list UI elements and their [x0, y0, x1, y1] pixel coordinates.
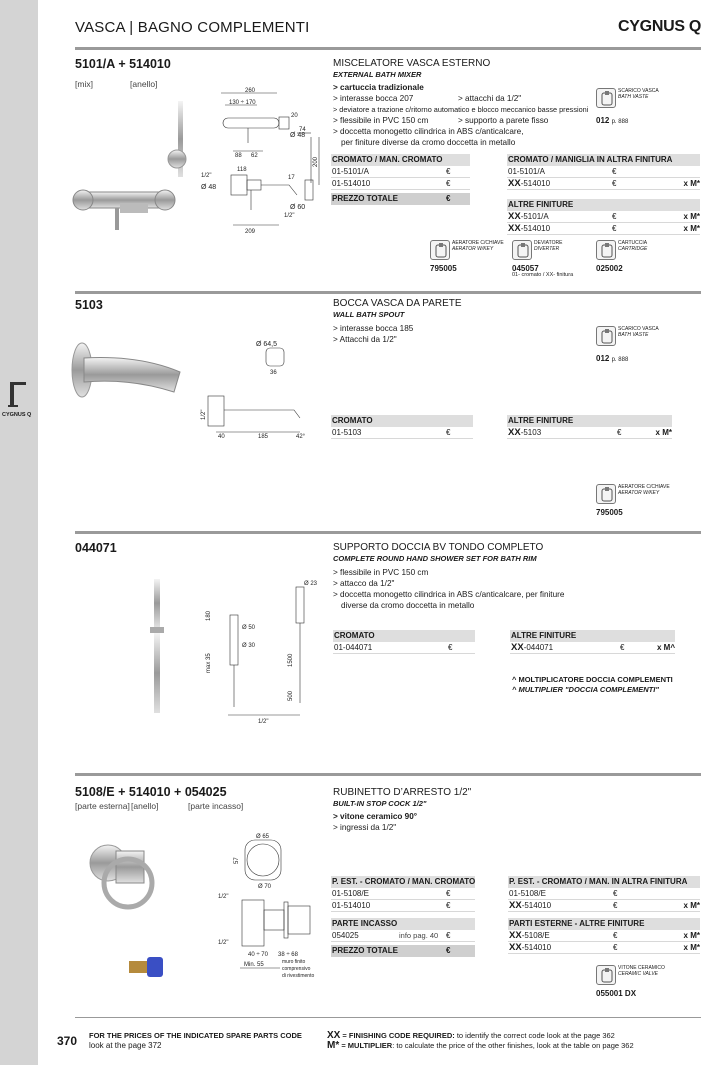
sublabel: [anello]	[130, 79, 158, 89]
dim-label: 88	[235, 153, 242, 159]
note-en: ^ MULTIPLIER "DOCCIA COMPLEMENTI"	[512, 685, 659, 694]
part-code: 055001 DX	[596, 989, 637, 998]
euro-price-cell: €	[446, 179, 451, 188]
table-row	[331, 930, 475, 942]
technical-drawing	[210, 830, 325, 980]
product-photo-bath-spout	[70, 340, 205, 410]
part-label: SCARICO VASCA	[618, 326, 659, 332]
part-label-en: CARTRIDGE	[618, 246, 648, 252]
feature: diverse da cromo doccetta in metallo	[341, 601, 475, 610]
euro-price-cell: €	[613, 901, 618, 910]
euro-price-cell: €	[613, 889, 618, 898]
product-title-en: WALL BATH SPOUT	[333, 310, 405, 319]
price-table	[331, 876, 475, 912]
part-code	[596, 116, 659, 125]
article-code: 01-5101/A	[508, 167, 545, 176]
feature-list	[333, 811, 417, 833]
feature: > flessibile in PVC 150 cm	[333, 116, 429, 125]
dim-label: 20	[291, 113, 298, 119]
finish-code-prefix: XX	[509, 930, 522, 941]
feature-list	[333, 323, 413, 345]
article-code: -514010	[521, 943, 552, 952]
product-title: BOCCA VASCA DA PARETE	[333, 298, 462, 309]
table-row	[507, 166, 700, 178]
dim-label: Ø 48	[290, 132, 306, 139]
dim-label: 42°	[296, 434, 306, 440]
legend-text: to identify the correct code look at the page 362	[454, 1031, 615, 1040]
dim-label: 1/2"	[218, 940, 229, 946]
part-page-ref: p. 888	[611, 119, 629, 125]
dim-label: 1/2"	[284, 213, 295, 219]
part-label-en: AERATOR W/KEY	[618, 490, 660, 496]
product-photo-built-in-part	[125, 955, 175, 980]
finish-code-prefix: XX	[508, 211, 521, 222]
article-code: -5101/A	[520, 212, 549, 221]
footer-text: FOR THE PRICES OF THE INDICATED SPARE PARTS CODE	[89, 1031, 302, 1040]
divider	[75, 291, 701, 294]
dim-label: muro finito	[282, 959, 306, 965]
article-code: 01-5101/A	[332, 167, 369, 176]
divider	[75, 531, 701, 534]
product-code-cell	[509, 888, 546, 900]
part-label-en: CERAMIC VALVE	[618, 971, 659, 977]
product-code-cell	[508, 211, 549, 223]
technical-drawing	[200, 575, 325, 725]
finish-code-prefix: XX	[511, 642, 524, 653]
price-table	[507, 154, 700, 190]
feature: > attacco da 1/2"	[333, 579, 395, 588]
dim-label: di rivestimento	[282, 973, 315, 979]
euro-price-cell: €	[612, 179, 617, 188]
table-header: CROMATO	[333, 630, 475, 642]
product-code: 5108/E + 514010 + 054025	[75, 785, 227, 799]
product-code-cell	[508, 223, 550, 235]
product-code-cell	[332, 427, 361, 439]
part-label-en: BATH VASTE	[618, 94, 649, 100]
table-row	[331, 178, 470, 190]
table-row	[510, 642, 675, 654]
product-code-cell	[511, 642, 553, 654]
multiplier-cell: x M*	[683, 179, 700, 188]
dim-label: 17	[288, 175, 295, 181]
euro-price-cell: €	[613, 943, 618, 952]
dim-label: 40 ÷ 70	[248, 952, 268, 958]
multiplier-cell: x M*	[655, 428, 672, 437]
product-code-cell	[332, 888, 369, 900]
euro-price-cell: €	[613, 931, 618, 940]
euro-price-cell: €	[448, 643, 453, 652]
product-title: RUBINETTO D’ARRESTO 1/2"	[333, 787, 472, 798]
divider	[75, 1017, 701, 1018]
table-header: CROMATO / MANIGLIA IN ALTRA FINITURA	[507, 154, 700, 166]
product-code-cell	[332, 166, 369, 178]
dim-label: 74	[299, 127, 306, 133]
table-row	[507, 211, 700, 223]
article-code: 01-044071	[334, 643, 373, 652]
sidebar-series-label: CYGNUS Q	[2, 412, 32, 418]
product-code-cell	[508, 427, 541, 439]
price-table	[510, 630, 675, 654]
part-label: SCARICO VASCA	[618, 88, 659, 94]
part-code: 795005	[430, 264, 457, 273]
dim-label: Ø 64,5	[256, 341, 278, 348]
euro-price-cell: €	[446, 901, 451, 910]
dim-label: 36	[270, 370, 277, 376]
faucet-icon	[6, 378, 32, 408]
table-header: CROMATO	[331, 415, 473, 427]
dim-label: 62	[251, 153, 258, 159]
note-it: ^ MOLTIPLICATORE DOCCIA COMPLEMENTI	[512, 675, 673, 684]
dim-label: Ø 60	[290, 204, 306, 211]
dim-label: 209	[245, 229, 256, 235]
feature: > flessibile in PVC 150 cm	[333, 568, 429, 577]
legend-text: : to calculate the price of the other finishes, look at the table on page 362	[392, 1041, 634, 1050]
euro-price-cell: €	[612, 224, 617, 233]
dim-label: 1/2"	[201, 409, 207, 420]
product-title: SUPPORTO DOCCIA BV TONDO COMPLETO	[333, 542, 544, 553]
feature: > Attacchi da 1/2"	[333, 335, 397, 344]
price-table	[508, 918, 700, 954]
product-code-cell	[508, 178, 550, 190]
product-title-en: BUILT-IN STOP COCK 1/2"	[333, 799, 427, 808]
spare-part	[430, 240, 504, 272]
table-header: P. EST. - CROMATO / MAN. CROMATO	[332, 877, 476, 886]
product-title-en: EXTERNAL BATH MIXER	[333, 70, 422, 79]
finish-code-prefix: XX	[508, 223, 521, 234]
dim-label: 180	[206, 610, 212, 621]
dim-label: Ø 50	[242, 625, 256, 631]
multiplier-cell: x M*	[683, 212, 700, 221]
spare-part-icon	[596, 484, 616, 504]
article-code: 054025	[332, 931, 359, 940]
table-row	[331, 888, 475, 900]
page-number: 370	[57, 1034, 78, 1048]
spare-part-bath-waste	[596, 88, 659, 125]
total-euro: €	[446, 194, 451, 203]
technical-drawing	[200, 338, 320, 440]
spare-part-icon	[512, 240, 532, 260]
table-row	[333, 642, 475, 654]
product-photo-stop-cock	[80, 835, 180, 955]
sublabel: [parte esterna]	[75, 801, 130, 811]
euro-price-cell: €	[446, 931, 451, 940]
table-header: ALTRE FINITURE	[507, 199, 700, 211]
article-code: -514010	[520, 224, 551, 233]
article-code: 01-514010	[332, 179, 371, 188]
feature: > interasse bocca 185	[333, 324, 414, 333]
multiplier-cell: x M*	[683, 224, 700, 233]
article-code: -044071	[523, 643, 554, 652]
info-page-ref: info pag. 40	[399, 931, 439, 940]
feature: > doccetta monogetto cilindrica in ABS c/anticalcare,	[333, 127, 524, 136]
dim-label: 38 ÷ 68	[278, 952, 298, 958]
spare-part-bath-waste	[596, 326, 659, 363]
dim-label: Min. 55	[244, 962, 264, 968]
table-row	[331, 427, 473, 439]
euro-price-cell: €	[446, 889, 451, 898]
part-label: VITONE CERAMICO	[618, 965, 665, 971]
table-row	[507, 178, 700, 190]
dim-label: 260	[245, 88, 256, 94]
footer-text: look at the page 372	[89, 1041, 162, 1050]
multiplier-cell: x M^	[656, 643, 675, 652]
dim-label: 118	[237, 167, 247, 173]
table-row	[508, 900, 700, 912]
euro-price-cell: €	[446, 428, 451, 437]
article-code: 01-5108/E	[332, 889, 369, 898]
spare-part	[512, 240, 573, 278]
price-table	[331, 154, 470, 205]
total-price-row	[331, 193, 470, 205]
feature: > cartuccia tradizionale	[333, 83, 424, 92]
product-code-cell	[332, 930, 359, 942]
multiplier-cell: x M*	[683, 901, 700, 910]
finish-code-prefix: XX	[509, 942, 522, 953]
dim-label: 185	[258, 434, 269, 440]
dim-label: Ø 70	[258, 884, 272, 890]
table-header: P. EST. - CROMATO / MAN. IN ALTRA FINITURA	[508, 876, 700, 888]
dim-label: comprensivo	[282, 966, 311, 972]
euro-price-cell: €	[446, 167, 451, 176]
dim-label: Ø 23	[304, 581, 318, 587]
product-code: 5101/A + 514010	[75, 57, 171, 71]
feature: > attacchi da 1/2"	[458, 94, 522, 103]
part-label: AERATORE C/CHIAVE	[618, 484, 670, 490]
euro-price-cell: €	[617, 428, 622, 437]
feature: > doccetta monogetto cilindrica in ABS c/anticalcare, per finiture	[333, 590, 565, 599]
price-table	[331, 918, 475, 957]
part-note: 01- cromato / XX- finitura	[512, 272, 574, 278]
product-title: MISCELATORE VASCA ESTERNO	[333, 58, 491, 69]
divider	[75, 773, 701, 776]
total-price-row	[331, 945, 475, 957]
spare-part	[596, 965, 665, 997]
article-code: -514010	[521, 901, 552, 910]
legend-title: = MULTIPLIER	[339, 1041, 393, 1050]
divider	[75, 47, 701, 50]
bath-waste-icon	[596, 326, 616, 346]
article-code: 01-514010	[332, 901, 371, 910]
dim-label: 1/2"	[201, 173, 212, 179]
euro-price-cell: €	[612, 212, 617, 221]
table-row	[331, 900, 475, 912]
sublabel: [anello]	[131, 801, 159, 811]
part-code	[596, 354, 659, 363]
spare-part-icon	[596, 240, 616, 260]
dim-label: 1/2"	[258, 719, 269, 725]
product-code-cell	[509, 900, 551, 912]
table-row	[331, 166, 470, 178]
finish-code-prefix: XX	[509, 900, 522, 911]
feature-list	[333, 567, 564, 611]
total-label: PREZZO TOTALE	[332, 194, 398, 203]
price-table	[507, 415, 672, 439]
multiplier-note	[512, 675, 673, 695]
feature: > interasse bocca 207	[333, 94, 414, 103]
feature: > vitone ceramico 90°	[333, 812, 418, 821]
table-row	[507, 427, 672, 439]
part-page-ref: p. 888	[611, 357, 629, 363]
spare-part	[596, 240, 647, 272]
feature-list	[333, 82, 588, 148]
legend-title: = FINISHING CODE REQUIRED:	[340, 1031, 455, 1040]
footer-legend	[327, 1031, 634, 1051]
price-table	[333, 630, 475, 654]
part-code-number: 012	[596, 116, 610, 125]
dim-label: 40	[218, 434, 225, 440]
sublabel: [mix]	[75, 79, 93, 89]
euro-price-cell: €	[612, 167, 617, 176]
table-header: PARTE INCASSO	[331, 918, 475, 930]
spare-part-icon	[430, 240, 450, 260]
part-code-number: 012	[596, 354, 610, 363]
price-table	[331, 415, 473, 439]
feature: > supporto a parete fisso	[458, 116, 549, 125]
dim-label: Ø 48	[201, 184, 217, 191]
bath-waste-icon	[596, 88, 616, 108]
part-code: 025002	[596, 264, 623, 273]
table-header: CROMATO / MAN. CROMATO	[331, 154, 470, 166]
product-code-cell	[332, 900, 370, 912]
table-header: ALTRE FINITURE	[507, 415, 672, 427]
technical-drawing	[200, 85, 324, 235]
part-code: 795005	[596, 508, 623, 517]
article-code: -514010	[520, 179, 551, 188]
table-row	[507, 223, 700, 235]
product-photo-shower-set	[140, 575, 180, 725]
product-code-cell	[509, 930, 550, 942]
dim-label: 200	[313, 156, 319, 167]
product-code: 5103	[75, 298, 103, 312]
article-code: 01-5103	[332, 428, 362, 437]
article-code: -5108/E	[521, 931, 550, 940]
product-code-cell	[508, 166, 545, 178]
finish-code-prefix: XX	[508, 178, 521, 189]
spare-part	[596, 484, 670, 516]
dim-label: max 35	[206, 653, 212, 673]
sidebar	[0, 0, 38, 1065]
table-header: ALTRE FINITURE	[510, 630, 675, 642]
product-code-cell	[332, 178, 370, 190]
finish-code-prefix: XX	[508, 427, 521, 438]
feature: > ingressi da 1/2"	[333, 823, 397, 832]
product-photo-bath-mixer	[65, 95, 205, 235]
part-label-en: AERATOR W/KEY	[452, 246, 494, 252]
euro-price-cell: €	[620, 643, 625, 652]
product-title-en: COMPLETE ROUND HAND SHOWER SET FOR BATH RIM	[333, 554, 537, 563]
sublabel: [parte incasso]	[188, 801, 244, 811]
dim-label: Ø 65	[256, 834, 270, 840]
table-header: PARTI ESTERNE - ALTRE FINITURE	[508, 918, 700, 930]
multiplier-cell: x M*	[683, 943, 700, 952]
product-code: 044071	[75, 541, 117, 555]
total-label: PREZZO TOTALE	[332, 946, 398, 955]
price-table	[507, 199, 700, 235]
dim-label: 1/2"	[218, 894, 229, 900]
part-label: CARTUCCIA	[618, 240, 648, 246]
legend-key: XX	[327, 1030, 341, 1041]
page-title: VASCA | BAGNO COMPLEMENTI	[75, 19, 310, 36]
dim-label: 500	[288, 690, 294, 701]
dim-label: 57	[234, 857, 240, 864]
feature: > deviatore a trazione c/ritorno automatico e blocco meccanico basse pressioni	[333, 105, 589, 114]
table-row	[508, 888, 700, 900]
article-code: 01-5108/E	[509, 889, 546, 898]
spare-part-icon	[596, 965, 616, 985]
part-code: 045057	[512, 264, 539, 273]
product-code-cell	[509, 942, 551, 954]
table-row	[508, 942, 700, 954]
part-label: AERATORE C/CHIAVE	[452, 240, 504, 246]
price-table	[508, 876, 700, 912]
table-row	[508, 930, 700, 942]
multiplier-cell: x M*	[683, 931, 700, 940]
legend-key: M*	[327, 1040, 340, 1051]
article-code: -5103	[520, 428, 542, 437]
total-euro: €	[446, 946, 451, 955]
feature: per finiture diverse da cromo doccetta in metallo	[341, 138, 516, 147]
part-label-en: DIVERTER	[534, 246, 560, 252]
part-label-en: BATH VASTE	[618, 332, 649, 338]
dim-label: Ø 30	[242, 643, 256, 649]
dim-label: 130 ÷ 170	[229, 100, 256, 106]
dim-label: 1500	[288, 653, 294, 667]
product-code-cell	[334, 642, 372, 654]
brand-logo: CYGNUS Q	[618, 18, 701, 35]
part-label: DEVIATORE	[534, 240, 563, 246]
footer-spare-parts-note	[89, 1031, 302, 1051]
